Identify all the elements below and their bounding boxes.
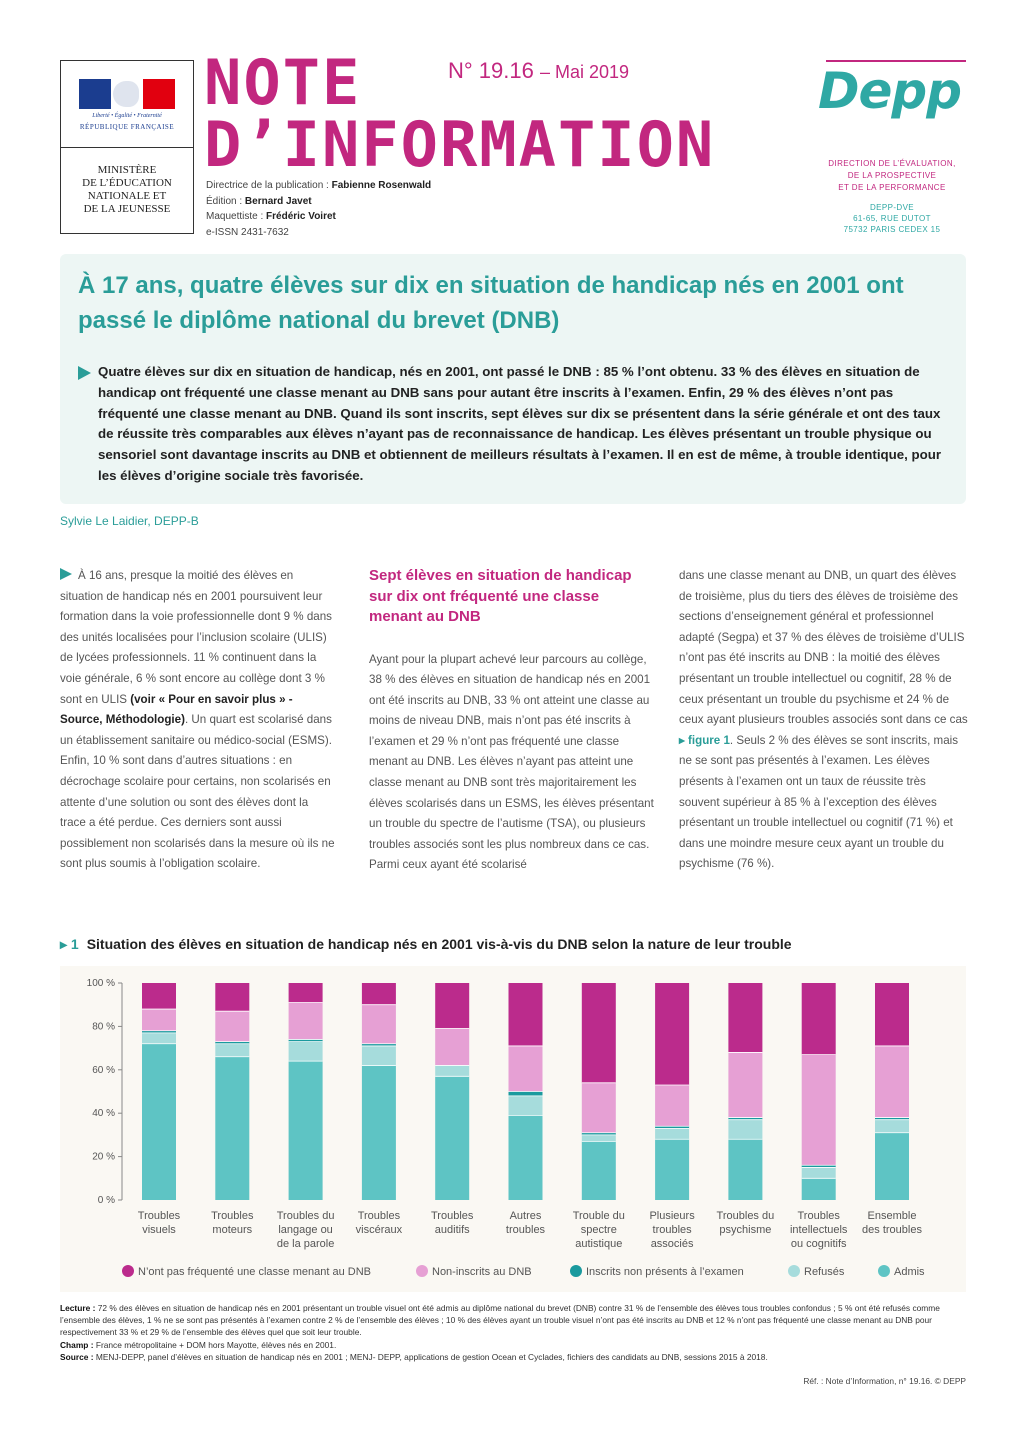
legend-swatch [416,1265,428,1277]
bar-segment [142,1033,176,1044]
bar-segment [142,983,176,1009]
bar-segment [728,1052,762,1117]
bar-segment [289,983,323,1003]
y-tick-label: 40 % [92,1108,115,1120]
x-tick-label: des troubles [862,1224,922,1236]
bar-segment [435,1065,469,1076]
source-text: MENJ-DEPP, panel d’élèves en situation de handicap nés en 2001 ; MENJ- DEPP, applications de gestion Ocean et Cyclades, fichiers des candidats au DNB, sessions 2015 à 2018. [93,1351,768,1362]
director-label: Directrice de la publication : [206,180,332,191]
publication-title-line1: NOTE [204,46,362,119]
ministry-logo-block [60,60,194,234]
bar-segment [655,1085,689,1126]
bar-segment [215,1057,249,1200]
publication-title-line2: D’INFORMATION [204,108,716,181]
legend-label: Inscrits non présents à l’examen [586,1266,744,1278]
section-heading: Sept élèves en situation de handicap sur dix ont fréquenté une classe menant au DNB [369,567,632,625]
legend-label: Admis [894,1266,925,1278]
bar-segment [142,1044,176,1200]
bar-segment [875,1133,909,1200]
bar-segment [435,1076,469,1200]
col3-text-end: . Seuls 2 % des élèves se sont inscrits, mais ne se sont pas présentés à l’examen. Les élèves présents à l’examen ont un taux de réussite très souvent supérieur à 85 % à l’exception des élèves présentant un trouble intellectuel ou cognitif (71 %) et dans une moindre mesure ceux ayant un trouble du psychisme (76 %). [679,733,959,871]
source-label: Source : [60,1351,94,1362]
figure-number: ▸ 1 [60,936,79,952]
x-tick-label: Troubles [137,1210,181,1222]
bar-segment [728,983,762,1052]
x-tick-label: autistique [575,1238,623,1250]
y-tick-label: 80 % [92,1021,115,1033]
bar-segment [582,983,616,1083]
bar-segment [362,1005,396,1044]
y-tick-label: 0 % [97,1195,115,1206]
legend-swatch [122,1265,134,1277]
ministry-name: MINISTÈRE DE L’ÉDUCATION NATIONALE ET DE LA JEUNESSE [82,164,172,215]
x-tick-label: troubles [505,1224,546,1236]
bar-segment [582,1135,616,1142]
bar-segment [362,1046,396,1066]
x-tick-label: Troubles du [716,1210,775,1222]
legend-swatch [788,1265,800,1277]
col1-text: À 16 ans, presque la moitié des élèves en situation de handicap nés en 2001 poursuivent leur formation dans la voie professionnelle dont 9 % dans des unités localisées pour l’inclusion scolaire (ULIS) de lycées professionnels. 11 % continuent dans la voie générale, 6 % sont encore au collège dont 3 % sont en ULIS [60,569,332,706]
column-3 [679,566,969,875]
legend-swatch [878,1265,890,1277]
bar-segment [215,983,249,1011]
arrow-bullet-icon [78,366,91,380]
champ-label: Champ : [60,1339,94,1350]
director-name: Fabienne Rosenwald [331,180,432,191]
depp-address: DEPP-DVE 61-65, RUE DUTOT 75732 PARIS CEDEX 15 [843,203,941,234]
column-2 [369,566,655,876]
col2-text: Ayant pour la plupart achevé leur parcours au collège, 38 % des élèves en situation de handicap nés en 2001 ont été inscrits au DNB, 33 % ont atteint une classe au moins de niveau DNB, mais n’ont pas été inscrits à l’examen et 29 % n’ont pas fréquenté une classe menant au DNB. Les élèves n’ayant pas atteint une classe menant au DNB sont très majoritairement les élèves scolarisés dans un ESMS, les élèves présentant un trouble du spectre de l’autisme (TSA), ou plusieurs troubles associés sont les plus nombreux dans ce cas. Parmi ceux ayant été scolarisé [369,652,654,872]
bar-segment [802,1178,836,1200]
x-tick-label: Troubles [211,1210,254,1222]
legend-swatch [570,1265,582,1277]
edition-label: Édition : [206,195,245,207]
bar-segment [509,1046,543,1092]
bar-segment [802,983,836,1055]
x-tick-label: Troubles [797,1210,840,1222]
tricolor-flag-icon [79,79,175,109]
page-title: À 17 ans, quatre élèves sur dix en situation de handicap nés en 2001 ont passé le diplôme national du brevet (DNB) [78,272,904,334]
x-tick-label: Trouble du [572,1210,625,1222]
issue-date: – Mai 2019 [539,62,630,82]
x-tick-label: intellectuels [789,1224,848,1236]
champ-text: France métropolitaine + DOM hors Mayotte, élèves nés en 2001. [93,1339,337,1350]
bar-segment [655,1139,689,1200]
edition-name: Bernard Javet [244,195,312,207]
bar-segment [802,1167,836,1178]
bar-segment [509,1096,543,1116]
x-tick-label: psychisme [719,1224,772,1236]
bar-segment [655,983,689,1085]
x-tick-label: Ensemble [867,1210,917,1222]
x-tick-label: spectre [580,1224,617,1236]
bar-segment [509,1115,543,1200]
stacked-bar-chart [60,966,966,1292]
col1-text-end: . Un quart est scolarisé dans un établissement sanitaire ou médico-social (ESMS). Enfin, 10 % sont dans d’autres situations : en décrochage scolaire pour certains, non scolarisés en attente d’une solution ou sont des élèves dont la trace a été perdue. Ces derniers sont aussi possiblement non scolarisés dans la mesure où ils ne sont plus soumis à l’obligation scolaire. [60,713,335,871]
bar-segment [215,1044,249,1057]
bar-segment [289,1042,323,1062]
legend-label: Refusés [804,1266,845,1278]
lecture-text: 72 % des élèves en situation de handicap nés en 2001 présentant un trouble visuel ont été admis au diplôme national du brevet (DNB) contre 31 % de l’ensemble des élèves tous troubles confondus ; 5 % ont été refusés comme l’ensemble des élèves, 1 % ne se sont pas présentés à l’examen contre 2 % de l’ensemble des élèves ; 10 % des élèves ayant un trouble visuel n’ont pas été inscrits au DNB et 12 % n’ont pas fréquenté une classe menant au DNB pour respectivement 33 % et 29 % de l’ensemble des élèves quel que soit leur trouble. [60,1303,940,1338]
summary-box [60,254,966,504]
bar-segment [509,1092,543,1096]
bar-segment [435,1029,469,1066]
bar-segment [875,1120,909,1133]
bar-segment [875,1046,909,1118]
figure-title [60,936,792,953]
y-tick-label: 100 % [86,978,115,989]
bar-segment [582,1083,616,1133]
legend-label: Non-inscrits au DNB [432,1266,532,1278]
x-tick-label: visuels [142,1224,176,1236]
reference: Réf. : Note d’Information, n° 19.16. © DEPP [803,1376,966,1386]
x-tick-label: de la parole [276,1238,335,1250]
bar-segment [142,1009,176,1031]
figure-title-text: Situation des élèves en situation de handicap nés en 2001 vis-à-vis du DNB selon la nature de leur trouble [86,936,792,952]
x-tick-label: moteurs [212,1224,253,1236]
bar-segment [728,1139,762,1200]
republic-motto: Liberté • Égalité • Fraternité [92,113,162,119]
bar-segment [802,1055,836,1166]
publication-credits [206,178,431,240]
depp-description: DIRECTION DE L’ÉVALUATION, DE LA PROSPECTIVE ET DE LA PERFORMANCE [828,159,956,192]
x-tick-label: langage ou [278,1224,333,1236]
x-tick-label: Autres [509,1210,542,1222]
x-tick-label: Troubles [357,1210,401,1222]
republic-label: RÉPUBLIQUE FRANÇAISE [79,123,175,131]
author: Sylvie Le Laidier, DEPP-B [60,514,199,528]
bar-segment [289,1003,323,1040]
x-tick-label: viscéraux [355,1224,403,1236]
col1-reference: (voir « Pour en savoir plus » - Source, Méthodologie) [60,692,293,727]
bar-segment [215,1011,249,1041]
y-tick-label: 20 % [92,1151,115,1163]
x-tick-label: troubles [652,1224,692,1236]
bar-segment [362,983,396,1005]
bar-segment [509,983,543,1046]
x-tick-label: Troubles [431,1210,474,1222]
issue-number: N° 19.16 [448,58,534,83]
bar-segment [728,1120,762,1140]
bar-segment [289,1061,323,1200]
bar-segment [655,1128,689,1139]
x-tick-label: ou cognitifs [790,1238,847,1250]
x-tick-label: Plusieurs [649,1210,695,1222]
figure-link[interactable]: ▸ figure 1 [679,733,730,747]
abstract: Quatre élèves sur dix en situation de handicap, nés en 2001, ont passé le DNB : 85 % l’ont obtenu. 33 % des élèves en situation de handicap ont fréquenté une classe menant au DNB sans pour autant être inscrits à l’examen. Enfin, 29 % des élèves n’ont pas fréquenté une classe menant au DNB. Quand ils sont inscrits, sept élèves sur dix se présentent dans la série générale et ont des taux de réussite très comparables aux élèves n’ayant pas de reconnaissance de handicap. Les élèves présentant un trouble physique ou sensoriel sont davantage inscrits au DNB et obtiennent de meilleurs résultats à l’examen. Il en est de même, à trouble identique, pour les élèves d’origine sociale très favorisée. [98,364,942,483]
marianne-logo [61,60,193,148]
col3-text: dans une classe menant au DNB, un quart des élèves de troisième, plus du tiers des élèves de troisième des sections d’enseignement général et professionnel adapté (Segpa) et 37 % des élèves de troisième d’ULIS n’ont pas été inscrits au DNB : la moitié des élèves présentant un trouble intellectuel ou cognitif, 28 % de ceux présentant un trouble du psychisme et 24 % de ceux ayant plusieurs troubles associés sont dans ce cas [679,569,968,727]
x-tick-label: associés [650,1238,694,1250]
legend-label: N’ont pas fréquenté une classe menant au DNB [138,1266,371,1278]
depp-logo: Depp [818,62,961,120]
issn: e-ISSN 2431-7632 [206,226,289,238]
lecture-label: Lecture : [60,1303,96,1313]
bar-segment [875,983,909,1046]
y-tick-label: 60 % [92,1064,115,1076]
issue-info [448,58,629,84]
bar-segment [362,1065,396,1200]
bar-segment [582,1141,616,1200]
column-1 [60,566,336,875]
x-tick-label: Troubles du [276,1210,335,1222]
x-tick-label: auditifs [434,1224,470,1236]
bar-segment [435,983,469,1029]
layout-label: Maquettiste : [206,211,267,222]
figure-notes [60,1302,966,1363]
arrow-bullet-icon [60,568,72,580]
layout-name: Frédéric Voiret [266,211,336,222]
